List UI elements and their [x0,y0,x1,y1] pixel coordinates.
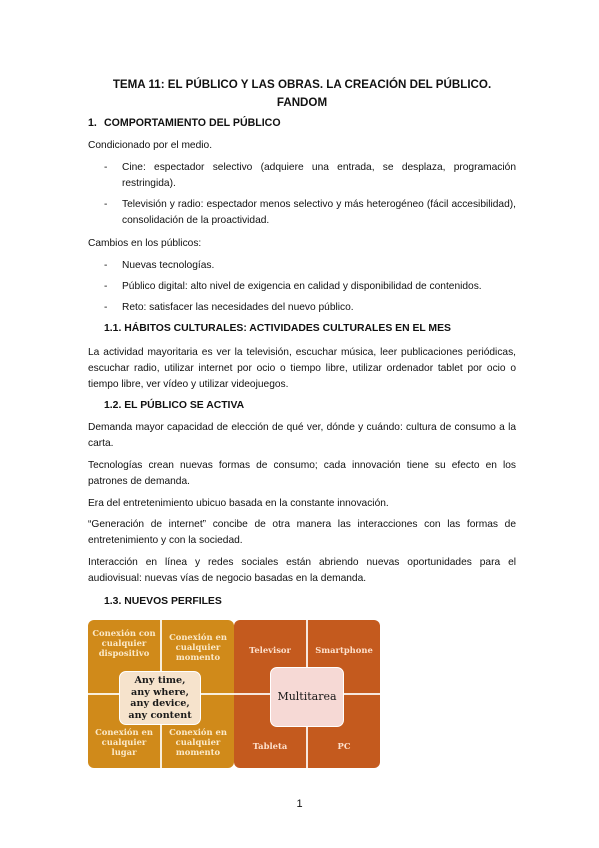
section-heading-text: COMPORTAMIENTO DEL PÚBLICO [104,117,281,129]
paragraph-condicionado: Condicionado por el medio. [88,140,213,151]
center-line: Any time, [134,675,186,686]
bullet-dash: - [104,302,108,313]
section-1-heading [88,117,281,129]
bullet-dash: - [104,260,108,271]
bullet-text: Cine: espectador selectivo (adquiere una entrada, se desplaza, programación restringida). [122,162,516,189]
title-line-2: FANDOM [276,96,328,109]
bullet-television [104,197,516,229]
connectivity-diagram [88,620,234,768]
bullet-publico-digital [104,279,516,295]
center-box-multitarea: Multitarea [270,667,344,727]
bullet-text: Televisión y radio: espectador menos selectivo y más heterogéneo (fácil accesibilidad), consolidación de la proactividad. [122,199,516,226]
page-number: 1 [296,798,303,810]
bullet-text: Público digital: alto nivel de exigencia en calidad y disponibilidad de contenidos. [122,281,482,292]
section-1-3-heading: 1.3. NUEVOS PERFILES [104,596,222,607]
paragraph-generacion: “Generación de internet” concibe de otra manera las interacciones con las formas de entretenimiento y con la sociedad. [88,519,516,546]
paragraph-era: Era del entretenimiento ubicuo basada en la constante innovación. [88,498,389,509]
center-line: any where, [131,686,189,698]
bullet-dash: - [104,162,108,173]
cell-smartphone: Smartphone [315,645,373,655]
paragraph-demanda: Demanda mayor capacidad de elección de qué ver, dónde y cuándo: cultura de consumo a la carta. [88,422,516,449]
bullet-text: Reto: satisfacer las necesidades del nuevo público. [122,302,354,313]
center-line: any content [128,709,192,721]
cell-momento-bottom: Conexión en cualquier momento [169,727,227,757]
paragraph-actividad: La actividad mayoritaria es ver la televisión, escuchar música, leer publicaciones periódicas, escuchar radio, utilizar internet por ocio o tiempo libre, utilizar ordenador tablet por ocio o tiempo libre, ver vídeo y utilizar videojuegos. [88,347,516,390]
cell-lugar: Conexión en cualquier lugar [95,727,153,757]
bullet-cine [104,160,516,192]
bullet-dash: - [104,281,108,292]
section-number: 1. [88,117,97,129]
title-line-1: TEMA 11: EL PÚBLICO Y LAS OBRAS. LA CREACIÓN DEL PÚBLICO. [112,78,492,91]
paragraph-interaccion: Interacción en línea y redes sociales están abriendo nuevas oportunidades para el audiovisual: nuevas vías de negocio basadas en la demanda. [88,557,516,584]
bullet-reto [104,300,516,316]
cell-momento-top: Conexión en cualquier momento [169,632,227,662]
bullet-nuevas-tecnologias [104,258,516,274]
section-1-2-heading: 1.2. EL PÚBLICO SE ACTIVA [104,400,245,411]
paragraph-cambios: Cambios en los públicos: [88,238,202,249]
multitask-diagram [234,620,380,768]
center-box-any-time [119,671,201,725]
section-1-1-heading: 1.1. HÁBITOS CULTURALES: ACTIVIDADES CULTURALES EN EL MES [104,323,451,334]
cell-televisor: Televisor [249,645,291,655]
paragraph-tecnologias: Tecnologías crean nuevas formas de consumo; cada innovación tiene su efecto en los patrones de demanda. [88,460,516,487]
cell-tableta: Tableta [252,741,288,751]
bullet-dash: - [104,199,108,210]
cell-pc: PC [337,741,351,751]
bullet-text: Nuevas tecnologías. [122,260,215,271]
cell-dispositivo: Conexión con cualquier dispositivo [92,628,156,658]
document-title [88,76,516,112]
center-line: any device, [130,698,190,709]
